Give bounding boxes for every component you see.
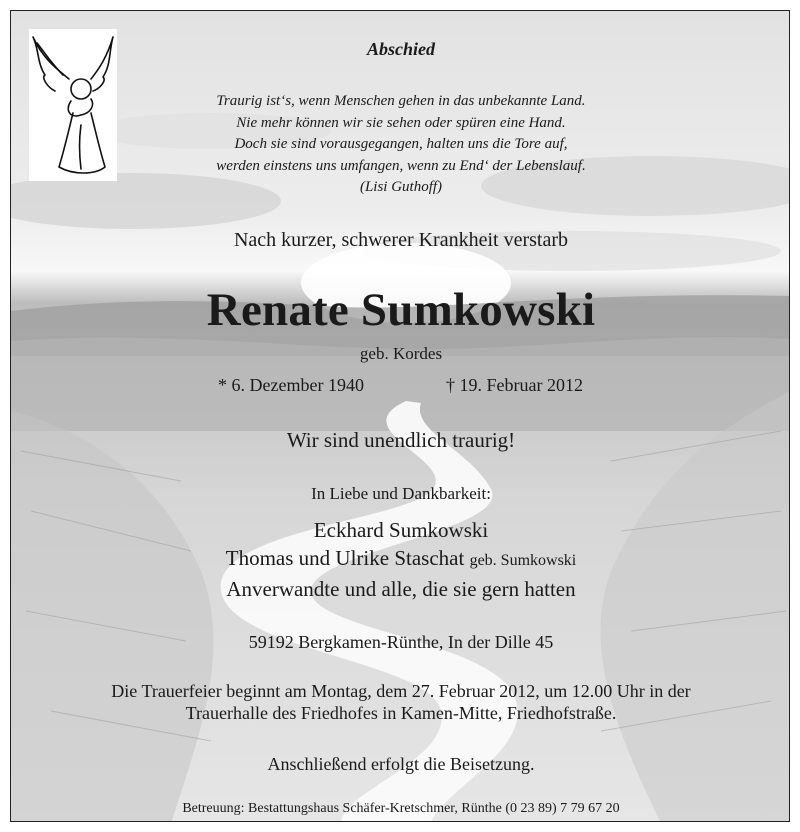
- grief-line: Wir sind unendlich traurig!: [286, 428, 516, 452]
- family-mourners: [11, 516, 790, 603]
- mourner-line: [11, 544, 790, 575]
- poem-author: (Lisi Guthoff): [359, 179, 443, 195]
- ceremony-info: [11, 680, 790, 724]
- address: 59192 Bergkamen-Rünthe, In der Dille 45: [248, 632, 554, 652]
- death-date: † 19. Februar 2012: [446, 375, 583, 395]
- mourner-line: Anverwandte und alle, die sie gern hatten: [226, 577, 576, 601]
- burial-line: Anschließend erfolgt die Beisetzung.: [267, 754, 535, 774]
- heading-abschied: Abschied: [366, 39, 435, 59]
- mourner-names: Thomas und Ulrike Staschat: [225, 546, 465, 570]
- ceremony-line: Die Trauerfeier beginnt am Montag, dem 27. Februar 2012, um 12.00 Uhr in der: [111, 681, 691, 701]
- poem: [11, 91, 790, 199]
- poem-line: Traurig ist‘s, wenn Menschen gehen in das unbekannte Land.: [216, 93, 586, 109]
- funeral-home-footer: Betreuung: Bestattungshaus Schäfer-Kretschmer, Rünthe (0 23 89) 7 79 67 20: [182, 801, 620, 816]
- poem-line: Nie mehr können wir sie sehen oder spüren eine Hand.: [236, 114, 566, 131]
- deceased-name: Renate Sumkowski: [206, 284, 596, 336]
- mourner-line: Eckhard Sumkowski: [313, 518, 489, 542]
- love-line: In Liebe und Dankbarkeit:: [311, 484, 491, 503]
- mourner-birth-name: geb. Sumkowski: [469, 552, 577, 569]
- poem-line: werden einstens uns umfangen, wenn zu End‘ der Lebenslauf.: [216, 157, 586, 174]
- obituary-notice: [10, 10, 790, 822]
- poem-line: Doch sie sind vorausgegangen, halten uns die Tore auf,: [234, 136, 568, 152]
- birth-name: geb. Kordes: [359, 344, 443, 363]
- intro-line: Nach kurzer, schwerer Krankheit verstarb: [233, 229, 569, 251]
- birth-date: * 6. Dezember 1940: [218, 375, 364, 395]
- ceremony-line: Trauerhalle des Friedhofes in Kamen-Mitte, Friedhofstraße.: [185, 703, 617, 723]
